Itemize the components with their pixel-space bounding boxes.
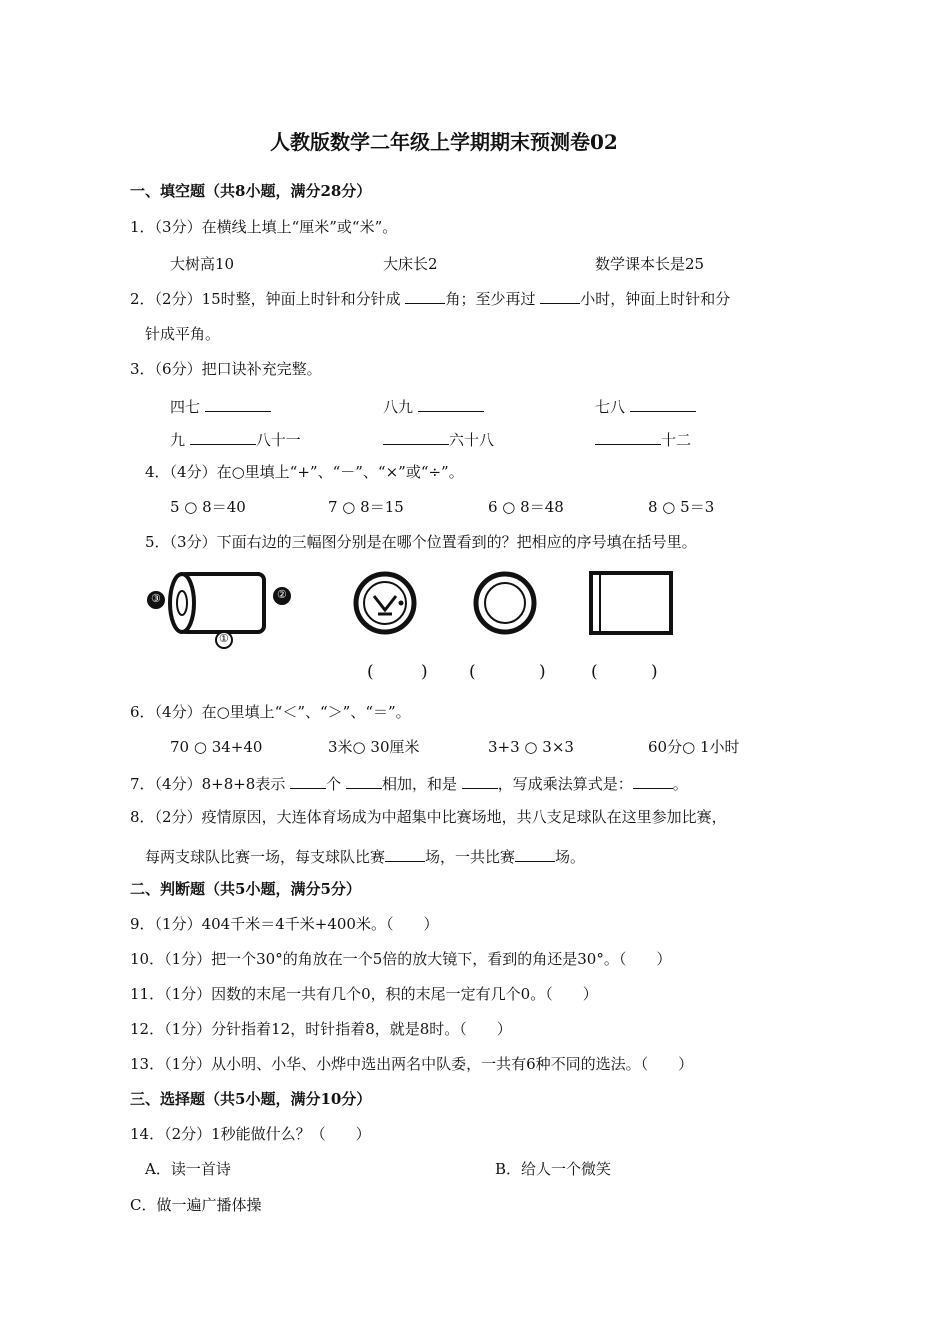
question-6-item-a: 70 ○ 34+40 xyxy=(170,738,263,756)
question-14-option-a[interactable]: A．读一首诗 xyxy=(145,1160,231,1178)
question-10: 10．（1分）把一个30°的角放在一个5倍的放大镜下，看到的角还是30°。（ ） xyxy=(130,950,672,968)
question-14-option-c[interactable]: C．做一遍广播体操 xyxy=(130,1196,262,1214)
answer-blank[interactable] xyxy=(595,429,661,445)
question-7-text-4: ，写成乘法算式是： xyxy=(497,775,633,793)
position-label-2: ② xyxy=(277,588,287,601)
position-label-3: ③ xyxy=(151,592,161,605)
question-3-stem: 3．（6分）把口诀补充完整。 xyxy=(130,360,322,378)
question-3-item-b xyxy=(383,396,484,416)
question-6-stem: 6．（4分）在○里填上“＜”、“＞”、“＝”。 xyxy=(130,703,411,721)
question-1-stem: 1．（3分）在横线上填上“厘米”或“米”。 xyxy=(130,218,398,236)
answer-paren-c-close: ) xyxy=(651,662,658,682)
question-8-text-1: 每两支球队比赛一场，每支球队比赛 xyxy=(145,848,386,866)
answer-blank[interactable] xyxy=(205,396,271,412)
question-8-text-3: 场。 xyxy=(555,848,586,866)
answer-blank[interactable] xyxy=(290,773,326,789)
question-7-text-2: 个 xyxy=(326,775,342,793)
answer-paren-c-open: ( xyxy=(591,662,598,682)
answer-blank[interactable] xyxy=(405,288,445,304)
question-4-item-c: 6 ○ 8＝48 xyxy=(488,498,564,516)
question-3-text-d1: 九 xyxy=(170,431,186,449)
view-figure-b xyxy=(472,570,538,636)
question-4-item-b: 7 ○ 8＝15 xyxy=(328,498,404,516)
answer-paren-a-close: ) xyxy=(421,662,428,682)
question-6-item-b: 3米○ 30厘米 xyxy=(328,738,420,756)
question-3-item-c xyxy=(595,396,696,416)
question-2-line-2: 针成平角。 xyxy=(145,325,221,343)
question-3-text-e: 六十八 xyxy=(449,431,495,449)
answer-blank[interactable] xyxy=(418,396,484,412)
page-title: 人教版数学二年级上学期期末预测卷02 xyxy=(270,130,618,154)
answer-paren-b-open: ( xyxy=(469,662,476,682)
question-7-line xyxy=(130,773,688,793)
question-12: 12．（1分）分针指着12，时针指着8，就是8时。（ ） xyxy=(130,1020,512,1038)
question-3-item-a xyxy=(170,396,271,416)
question-13: 13．（1分）从小明、小华、小烨中选出两名中队委，一共有6种不同的选法。（ ） xyxy=(130,1055,694,1073)
answer-blank[interactable] xyxy=(385,846,425,862)
question-3-item-d xyxy=(170,429,301,449)
question-5-stem: 5．（3分）下面右边的三幅图分别是在哪个位置看到的？把相应的序号填在括号里。 xyxy=(145,533,697,551)
answer-blank[interactable] xyxy=(346,773,382,789)
question-2-text-1: 2．（2分）15时整，钟面上时针和分针成 xyxy=(130,290,401,308)
section-heading-choice: 三、选择题（共5小题，满分10分） xyxy=(130,1090,372,1108)
question-3-text-f: 十二 xyxy=(661,431,692,449)
question-2-line-1 xyxy=(130,288,730,308)
answer-blank[interactable] xyxy=(190,429,256,445)
answer-blank[interactable] xyxy=(633,773,673,789)
question-8-line-1: 8．（2分）疫情原因，大连体育场成为中超集中比赛场地，共八支足球队在这里参加比赛， xyxy=(130,808,727,826)
question-2-text-3: 小时，钟面上时针和分 xyxy=(580,290,731,308)
question-4-item-d: 8 ○ 5＝3 xyxy=(648,498,715,516)
answer-paren-a-open: ( xyxy=(367,662,374,682)
question-14-stem: 14．（2分）1秒能做什么？（ ） xyxy=(130,1125,371,1143)
question-3-item-e xyxy=(383,429,494,449)
question-3-item-f xyxy=(595,429,691,449)
section-heading-fill-in: 一、填空题（共8小题，满分28分） xyxy=(130,182,372,200)
question-7-text-1: 7．（4分）8+8+8表示 xyxy=(130,775,286,793)
answer-blank[interactable] xyxy=(515,846,555,862)
answer-blank[interactable] xyxy=(383,429,449,445)
answer-blank[interactable] xyxy=(540,288,580,304)
question-8-text-2: 场，一共比赛 xyxy=(425,848,516,866)
view-figure-a xyxy=(352,570,418,636)
question-1-item-a: 大树高10 xyxy=(170,255,235,273)
question-1-item-b: 大床长2 xyxy=(383,255,438,273)
question-14-option-b[interactable]: B．给人一个微笑 xyxy=(495,1160,612,1178)
question-9: 9．（1分）404千米＝4千米+400米。（ ） xyxy=(130,915,439,933)
question-3-text-a: 四七 xyxy=(170,398,201,416)
answer-blank[interactable] xyxy=(462,773,498,789)
question-1-item-c: 数学课本长是25 xyxy=(595,255,705,273)
view-figure-c xyxy=(588,570,676,636)
question-3-text-c: 七八 xyxy=(595,398,626,416)
question-7-text-5: 。 xyxy=(672,775,688,793)
question-2-text-2: 角；至少再过 xyxy=(445,290,536,308)
question-6-item-d: 60分○ 1小时 xyxy=(648,738,740,756)
question-3-text-b: 八九 xyxy=(383,398,414,416)
question-4-item-a: 5 ○ 8＝40 xyxy=(170,498,246,516)
answer-blank[interactable] xyxy=(630,396,696,412)
question-4-stem: 4．（4分）在○里填上“+”、“－”、“×”或“÷”。 xyxy=(145,463,464,481)
section-heading-judgment: 二、判断题（共5小题，满分5分） xyxy=(130,880,361,898)
question-8-line-2 xyxy=(145,846,585,866)
position-label-1: ① xyxy=(219,632,229,645)
question-7-text-3: 相加，和是 xyxy=(381,775,457,793)
answer-paren-b-close: ) xyxy=(539,662,546,682)
question-3-text-d2: 八十一 xyxy=(255,431,301,449)
question-6-item-c: 3+3 ○ 3×3 xyxy=(488,738,574,756)
question-11: 11．（1分）因数的末尾一共有几个0，积的末尾一定有几个0。（ ） xyxy=(130,985,598,1003)
cylinder-figure xyxy=(140,562,300,652)
